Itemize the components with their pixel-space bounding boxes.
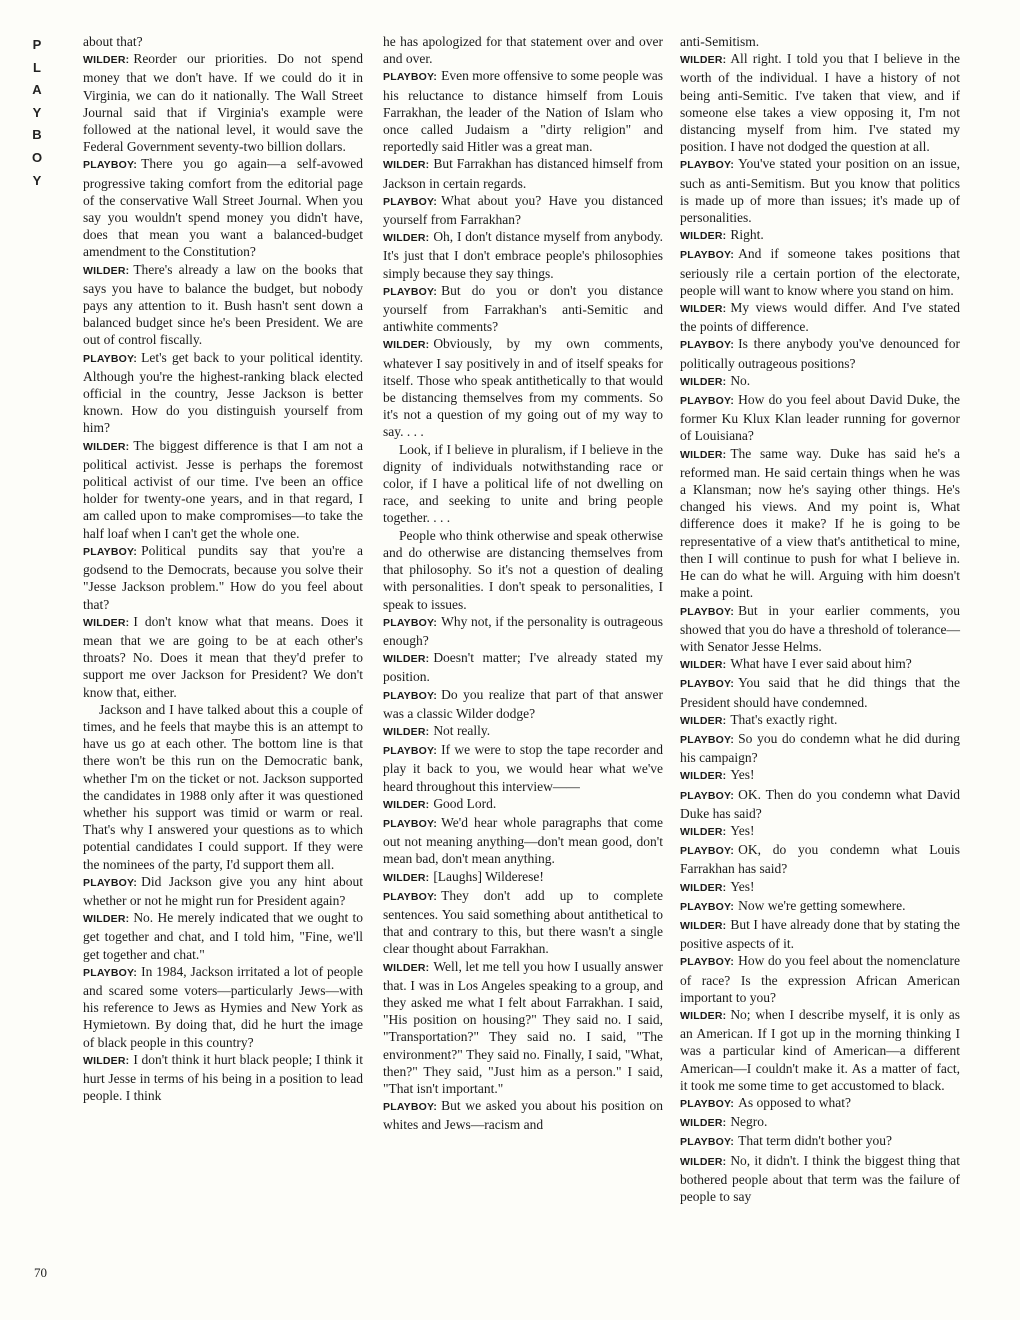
dialogue-paragraph (680, 878, 960, 897)
paragraph-text: No. He merely indicated that we ought to get together and chat, and I told him, "Fine, we'll get together and chat." (83, 910, 363, 962)
speaker-label: PLAYBOY: (680, 249, 735, 262)
dialogue-paragraph (83, 261, 363, 349)
paragraph-text: No. (730, 372, 751, 388)
speaker-label: PLAYBOY: (680, 900, 735, 913)
dialogue-paragraph (680, 391, 960, 445)
masthead-letter: L (33, 59, 41, 75)
body-paragraph (83, 701, 363, 873)
body-paragraph (83, 33, 363, 50)
dialogue-paragraph (680, 1152, 960, 1206)
speaker-label: WILDER: (83, 440, 130, 453)
masthead-letter: B (32, 127, 42, 143)
paragraph-text: Let's get back to your political identity. Although you're the highest-ranking black elected official in the country, Jesse Jackson is better known. How do you distinguish yourself from him? (83, 349, 363, 436)
speaker-label: PLAYBOY: (383, 195, 438, 208)
speaker-label: WILDER: (680, 714, 727, 727)
speaker-label: WILDER: (680, 54, 727, 67)
paragraph-text: You've stated your position on an issue, such as anti-Semitism. But you know that politics is made up of more than issues; it's made up of personalities. (680, 156, 960, 226)
speaker-label: PLAYBOY: (383, 285, 438, 298)
speaker-label: PLAYBOY: (83, 876, 138, 889)
dialogue-paragraph (383, 613, 663, 649)
paragraph-text: he has apologized for that statement over and over and over. (383, 34, 663, 67)
speaker-label: PLAYBOY: (680, 605, 735, 618)
paragraph-text: All right. I told you that I believe in the worth of the individual. I have a history of not being anti-Semitic. I've taken that view, and if someone else takes a view opposing it, I'm not distancing myself from him. I've stated my position. I have not dodged the question at all. (680, 51, 960, 155)
paragraph-text: How do you feel about the nomenclature of race? Is the expression African American important to you? (680, 953, 960, 1005)
paragraph-text: Not really. (433, 722, 491, 738)
dialogue-paragraph (383, 155, 663, 191)
paragraph-text: If we were to stop the tape recorder and play it back to you, we would hear what we've heard throughout this interview—— (383, 742, 663, 794)
paragraph-text: Even more offensive to some people was his reluctance to distance himself from Louis Farrakhan, the leader of the Nation of Islam who once called Judaism a "dirty religion" and reportedly said Hitler was a great man. (383, 68, 663, 155)
magazine-masthead (26, 34, 48, 192)
masthead-letter: Y (32, 172, 42, 188)
speaker-label: WILDER: (680, 230, 727, 243)
paragraph-text: OK, do you condemn what Louis Farrakhan has said? (680, 842, 960, 877)
paragraph-text: about that? (83, 34, 143, 49)
paragraph-text: So you do condemn what he did during his campaign? (680, 730, 960, 766)
masthead-letter: P (32, 37, 42, 52)
dialogue-paragraph (383, 649, 663, 685)
speaker-label: PLAYBOY: (83, 352, 138, 365)
text-column-3 (680, 33, 960, 1205)
speaker-label: PLAYBOY: (83, 545, 138, 558)
paragraph-text: Jackson and I have talked about this a couple of times, and he feels that maybe this is an attempt to have us go at each other. The bottom line is that there won't be this run on the Democratic bank, whether I'm on the ticket or not. Jackson supported the candidates in 1988 only after it was questioned whether his support was timid or warm or real. That's why I answered your questions as to which potential candidates I could support. If they were the nominees of the party, I'd support them all. (83, 701, 363, 872)
paragraph-text: I don't know what that means. Does it mean that we are going to be at each other's throats? No. Does it mean that they'd prefer to support me over Jackson for President? We don't know that, either. (83, 613, 363, 700)
dialogue-paragraph (680, 897, 960, 916)
body-paragraph (383, 441, 663, 527)
speaker-label: PLAYBOY: (680, 733, 735, 746)
body-paragraph (383, 527, 663, 613)
paragraph-text: What about you? Have you distanced yourself from Farrakhan? (383, 192, 663, 228)
speaker-label: PLAYBOY: (83, 966, 138, 979)
dialogue-paragraph (680, 711, 960, 730)
dialogue-paragraph (383, 958, 663, 1098)
speaker-label: PLAYBOY: (83, 159, 138, 172)
speaker-label: WILDER: (383, 961, 430, 974)
paragraph-text: But I have already done that by stating the positive aspects of it. (680, 916, 960, 952)
speaker-label: WILDER: (680, 659, 727, 672)
paragraph-text: The same way. Duke has said he's a reformed man. He said certain things when he was a Klansman; now he's saying other things. He's changed his views. And my point is, What difference does it make? If he is going to be representative of a view that's antithetical to mine, then I will continue to push for what I believe in. He can do what he will. Arguing with him doesn't make a point. (680, 445, 960, 601)
speaker-label: PLAYBOY: (680, 789, 735, 802)
dialogue-paragraph (383, 67, 663, 155)
speaker-label: WILDER: (383, 653, 430, 666)
dialogue-paragraph (680, 952, 960, 1006)
paragraph-text: Well, let me tell you how I usually answer that. I was in Los Angeles speaking to a group, and they asked me what I felt about Farrakhan. I said, "His position on housing?" They said no. I said, "Transportation?" They said no. I said, "The environment?" They said no. Finally, I said, "What, then?" They said, "Just him as a person." I said, "That isn't important." (383, 958, 663, 1096)
dialogue-paragraph (83, 963, 363, 1051)
dialogue-paragraph (680, 372, 960, 391)
body-paragraph (680, 33, 960, 50)
paragraph-text: Yes! (730, 878, 755, 894)
dialogue-paragraph (680, 1113, 960, 1132)
speaker-label: PLAYBOY: (383, 689, 438, 702)
speaker-label: WILDER: (680, 448, 727, 461)
dialogue-paragraph (383, 335, 663, 440)
text-column-2 (383, 33, 663, 1134)
paragraph-text: Negro. (730, 1114, 768, 1130)
dialogue-paragraph (680, 1132, 960, 1151)
dialogue-paragraph (680, 730, 960, 766)
dialogue-paragraph (680, 50, 960, 155)
dialogue-paragraph (680, 786, 960, 822)
dialogue-paragraph (680, 602, 960, 656)
paragraph-text: anti-Semitism. (680, 34, 760, 49)
dialogue-paragraph (680, 766, 960, 785)
body-paragraph (383, 33, 663, 67)
paragraph-text: Do you realize that part of that answer was a classic Wilder dodge? (383, 686, 663, 721)
speaker-label: WILDER: (83, 1054, 130, 1067)
speaker-label: PLAYBOY: (383, 817, 438, 830)
speaker-label: PLAYBOY: (680, 956, 735, 969)
paragraph-text: Now we're getting somewhere. (738, 897, 906, 913)
masthead-letter: Y (32, 104, 42, 120)
speaker-label: PLAYBOY: (383, 745, 438, 758)
speaker-label: PLAYBOY: (680, 845, 735, 858)
dialogue-paragraph (383, 228, 663, 282)
speaker-label: PLAYBOY: (680, 1097, 735, 1110)
dialogue-paragraph (680, 299, 960, 335)
speaker-label: WILDER: (680, 825, 727, 838)
dialogue-paragraph (680, 335, 960, 371)
dialogue-paragraph (680, 155, 960, 226)
speaker-label: WILDER: (383, 798, 430, 811)
paragraph-text: No; when I describe myself, it is only as an American. If I got up in the morning thinking I was a particular kind of American—a different American—I couldn't make it. As a matter of fact, it took me some time to get accustomed to black. (680, 1006, 960, 1093)
paragraph-text: What have I ever said about him? (730, 656, 912, 672)
paragraph-text: There's already a law on the books that says you have to balance the budget, but nobody pays any attention to it. Bush hasn't sent down a balanced budget since he's been President. We are out of control fiscally. (83, 261, 363, 348)
dialogue-paragraph (83, 613, 363, 701)
paragraph-text: Did Jackson give you any hint about whether or not he might run for President again? (83, 873, 363, 908)
paragraph-text: But do you or don't you distance yourself from Farrakhan's anti-Semitic and antiwhite comments? (383, 282, 663, 335)
speaker-label: WILDER: (680, 770, 727, 783)
paragraph-text: They don't add up to complete sentences. You said something about antithetical to that and contrary to this, but there wasn't a single clear thought about Farrakhan. (383, 887, 663, 957)
dialogue-paragraph (83, 542, 363, 613)
dialogue-paragraph (680, 1006, 960, 1094)
dialogue-paragraph (680, 674, 960, 710)
dialogue-paragraph (383, 282, 663, 336)
dialogue-paragraph (83, 873, 363, 909)
dialogue-paragraph (83, 155, 363, 260)
speaker-label: WILDER: (383, 725, 430, 738)
dialogue-paragraph (680, 841, 960, 877)
paragraph-text: Is there anybody you've denounced for politically outrageous positions? (680, 336, 960, 371)
masthead-letter: O (31, 149, 43, 165)
dialogue-paragraph (383, 741, 663, 795)
paragraph-text: In 1984, Jackson irritated a lot of people and scared some voters—particularly Jews—with his reference to Jews as Hymies and New York as Hymietown. By doing that, did he hurt the image of black people in this country? (83, 963, 363, 1050)
paragraph-text: That term didn't bother you? (738, 1133, 893, 1149)
paragraph-text: Yes! (730, 767, 755, 783)
dialogue-paragraph (83, 909, 363, 963)
paragraph-text: We'd hear whole paragraphs that come out not meaning anything—don't mean good, don't mean bad, don't mean anything. (383, 814, 663, 867)
masthead-letter: A (32, 82, 42, 98)
dialogue-paragraph (383, 1097, 663, 1133)
dialogue-paragraph (383, 686, 663, 722)
paragraph-text: No, it didn't. I think the biggest thing that bothered people about that term was the failure of people to say (680, 1152, 960, 1204)
dialogue-paragraph (680, 916, 960, 952)
paragraph-text: Right. (730, 227, 764, 243)
paragraph-text: Obviously, by my own comments, whatever I say positively in and of itself speaks for itself. Those who speak antithetically to that would be distancing themselves from my comments. So it's not a question of my going out of my way to say. . . . (383, 336, 663, 440)
speaker-label: WILDER: (383, 339, 430, 352)
dialogue-paragraph (383, 722, 663, 741)
speaker-label: PLAYBOY: (383, 71, 438, 84)
speaker-label: PLAYBOY: (383, 616, 438, 629)
paragraph-text: OK. Then do you condemn what David Duke has said? (680, 786, 960, 821)
dialogue-paragraph (680, 1094, 960, 1113)
speaker-label: PLAYBOY: (680, 1136, 735, 1149)
speaker-label: WILDER: (680, 303, 727, 316)
paragraph-text: Doesn't matter; I've already stated my position. (383, 650, 663, 685)
paragraph-text: Yes! (730, 822, 755, 838)
paragraph-text: Reorder our priorities. Do not spend money that we don't have. If we could do it in Virginia, we can do it nationally. The Wall Street Journal said that if Virginia's example were followed at the national level, it would save the Federal Government seventy-two billion dollars. (83, 51, 363, 155)
paragraph-text: But in your earlier comments, you showed that you do have a threshold of tolerance—with Senator Jesse Helms. (680, 602, 960, 654)
paragraph-text: There you go again—a self-avowed progressive taking comfort from the editorial page of the conservative Wall Street Journal. When you say you wouldn't spend money you didn't have, does that mean you want a balanced-budget amendment to the Constitution? (83, 156, 363, 260)
paragraph-text: [Laughs] Wilderese! (433, 868, 544, 884)
paragraph-text: The biggest difference is that I am not a political activist. Jesse is perhaps the foremost political activist of our time. I've been an office holder for twenty-one years, and in that regard, I am called upon to make compromises—to take the half loaf when I can't get the whole one. (83, 437, 363, 541)
paragraph-text: As opposed to what? (738, 1094, 851, 1110)
paragraph-text: You said that he did things that the President should have condemned. (680, 675, 960, 710)
speaker-label: WILDER: (680, 1155, 727, 1168)
speaker-label: WILDER: (680, 881, 727, 894)
speaker-label: WILDER: (680, 1009, 727, 1022)
page-number: 70 (34, 1265, 47, 1280)
dialogue-paragraph (83, 1051, 363, 1105)
paragraph-text: How do you feel about David Duke, the former Ku Klux Klan leader running for governor of Louisiana? (680, 392, 960, 444)
speaker-label: WILDER: (383, 159, 430, 172)
paragraph-text: My views would differ. And I've stated the points of difference. (680, 300, 960, 335)
paragraph-text: And if someone takes positions that seriously rile a certain portion of the electorate, people will want to know where you stand on him. (680, 246, 960, 298)
speaker-label: WILDER: (83, 264, 130, 277)
paragraph-text: Look, if I believe in pluralism, if I believe in the dignity of individuals notwithstanding race or color, if I have a political life of not dwelling on race, and seeking to unite and bring people together. . . . (383, 441, 663, 526)
dialogue-paragraph (383, 814, 663, 868)
text-column-1 (83, 33, 363, 1104)
paragraph-text: Oh, I don't distance myself from anybody. It's just that I don't embrace people's philosophies simply because they say things. (383, 229, 663, 281)
dialogue-paragraph (680, 226, 960, 245)
dialogue-paragraph (680, 445, 960, 602)
paragraph-text: I don't think it hurt black people; I think it hurt Jesse in terms of his being in a position to lead people. I think (83, 1051, 363, 1104)
dialogue-paragraph (83, 50, 363, 155)
dialogue-paragraph (680, 245, 960, 299)
speaker-label: WILDER: (680, 375, 727, 388)
paragraph-text: Why not, if the personality is outrageous enough? (383, 613, 663, 648)
paragraph-text: Good Lord. (433, 795, 497, 811)
speaker-label: WILDER: (83, 913, 130, 926)
speaker-label: PLAYBOY: (680, 159, 735, 172)
dialogue-paragraph (383, 795, 663, 814)
paragraph-text: But Farrakhan has distanced himself from Jackson in certain regards. (383, 156, 663, 191)
dialogue-paragraph (383, 192, 663, 228)
speaker-label: WILDER: (83, 616, 130, 629)
paragraph-text: But we asked you about his position on whites and Jews—racism and (383, 1098, 663, 1133)
dialogue-paragraph (680, 655, 960, 674)
speaker-label: PLAYBOY: (383, 1101, 438, 1114)
speaker-label: PLAYBOY: (680, 395, 735, 408)
dialogue-paragraph (383, 868, 663, 887)
paragraph-text: Political pundits say that you're a godsend to the Democrats, because you solve their "Jesse Jackson problem." How do you feel about that? (83, 542, 363, 612)
dialogue-paragraph (680, 822, 960, 841)
speaker-label: WILDER: (83, 54, 130, 67)
speaker-label: WILDER: (680, 919, 727, 932)
paragraph-text: That's exactly right. (730, 711, 838, 727)
dialogue-paragraph (383, 887, 663, 958)
speaker-label: PLAYBOY: (680, 678, 735, 691)
dialogue-paragraph (83, 437, 363, 542)
speaker-label: PLAYBOY: (680, 339, 735, 352)
speaker-label: PLAYBOY: (383, 890, 438, 903)
speaker-label: WILDER: (383, 232, 430, 245)
speaker-label: WILDER: (680, 1117, 727, 1130)
speaker-label: WILDER: (383, 871, 430, 884)
paragraph-text: People who think otherwise and speak otherwise and do otherwise are distancing themselves from that philosophy. So it's not a question of dealing with personalities. I don't speak to personalities, I speak to issues. (383, 527, 663, 612)
dialogue-paragraph (83, 349, 363, 437)
